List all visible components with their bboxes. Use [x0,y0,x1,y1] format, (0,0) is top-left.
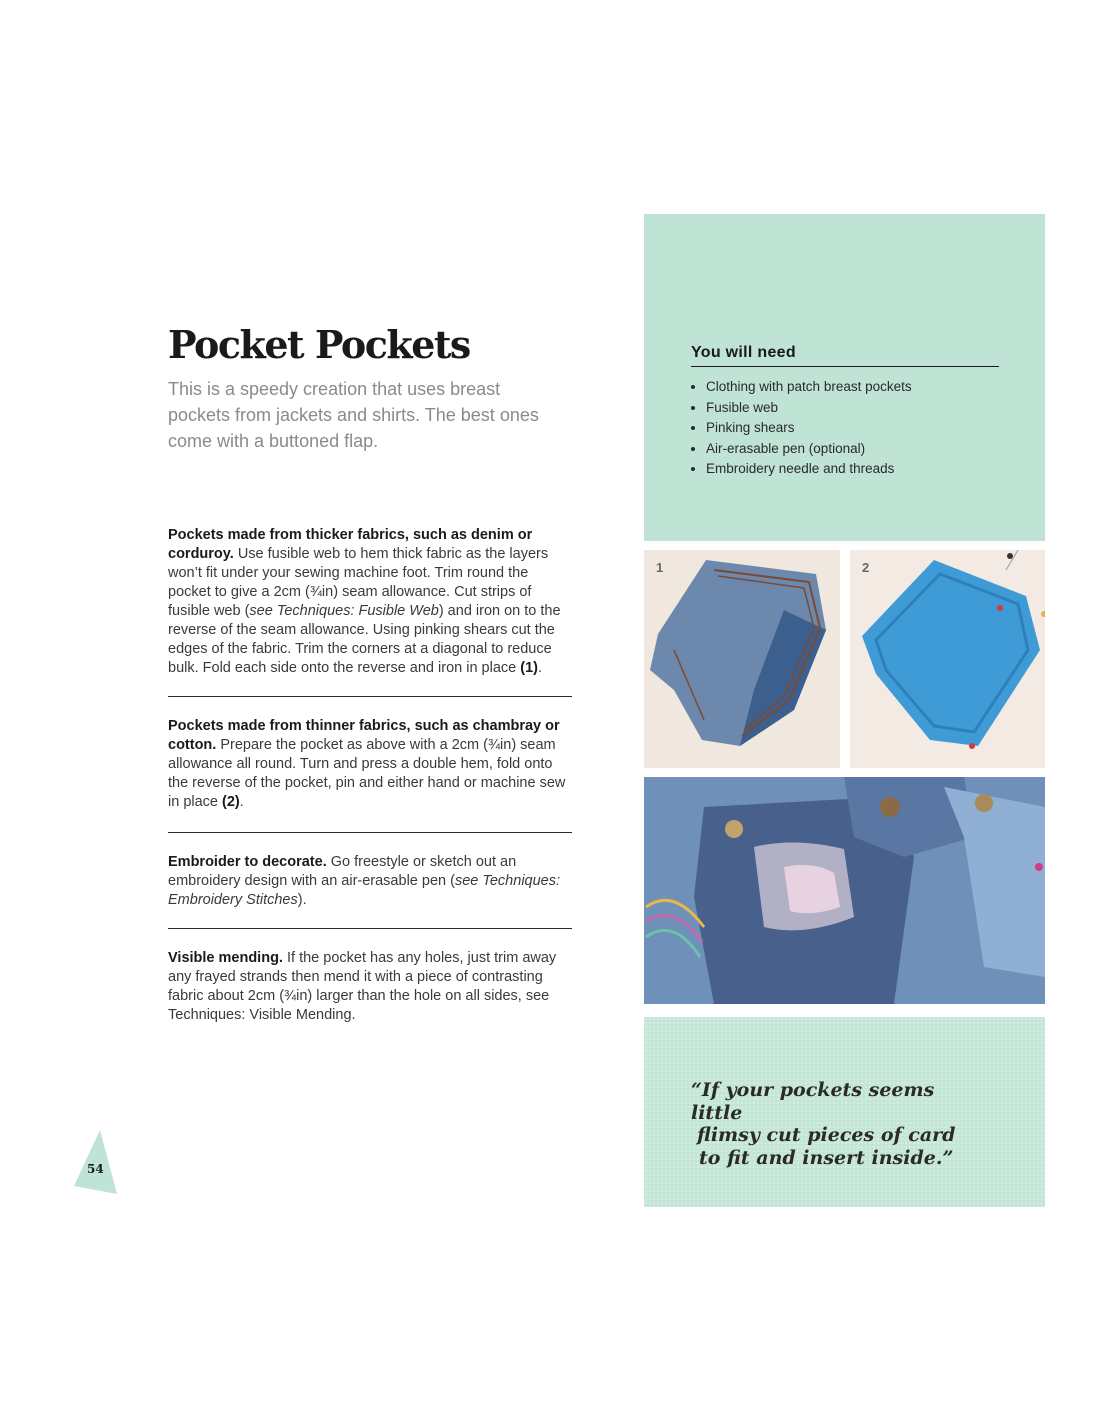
step-heading: Embroider to decorate. [168,854,327,870]
photo-number: 1 [656,560,664,575]
photo-embroidered-pocket [644,777,1045,1004]
page-title: Pocket Pockets [168,322,470,367]
chambray-pocket-illustration [850,550,1045,768]
page-number: 54 [87,1162,104,1176]
materials-item: • Air-erasable pen (optional) [706,439,912,460]
step-heading: Pockets made from thinner fabrics, such as chambray or cotton. [168,718,560,753]
materials-item: • Pinking shears [706,418,912,439]
materials-item: • Clothing with patch breast pockets [706,377,912,398]
embroidered-pocket-illustration [644,777,1045,1004]
step-heading: Visible mending. [168,950,283,966]
photo-chambray-pocket [850,550,1045,768]
technique-reference: see Techniques: Embroidery Stitches [168,873,561,908]
pull-quote [691,1079,991,1169]
quote-line: “If your pockets seems little [691,1079,935,1124]
step-text: If the pocket has any holes, just trim away any frayed strands then mend it with a piece of contrasting fabric about 2cm (¾in) larger than the hole on all sides, see Techniques: Visible Mending. [168,950,557,1023]
step-heading: Pockets made from thicker fabrics, such as denim or corduroy. [168,527,533,562]
instructions [168,526,572,1043]
step-thicker-fabrics [168,526,572,696]
figure-reference: (2) [222,794,240,810]
figure-reference: (1) [520,660,538,676]
quote-line: to fit and insert inside.” [699,1146,954,1169]
you-will-need-panel [644,214,1045,541]
quote-panel [644,1017,1045,1207]
intro-text: This is a speedy creation that uses breast pockets from jackets and shirts. The best ones come with a buttoned flap. [168,379,539,451]
materials-item: • Fusible web [706,398,912,419]
technique-reference: see Techniques: Fusible Web [249,603,439,619]
punctuation: ). [297,892,307,908]
step-text: Go freestyle or sketch out an embroidery design with an air-erasable pen ( [168,854,517,889]
step-text: ) and iron on to the reverse of the seam allowance. Using pinking shears cut the edges of the fabric. Trim the corners at a diagonal to reduce bulk. Fold each side onto the reverse and iron in place [168,603,561,676]
denim-pocket-illustration [644,550,840,768]
quote-line: flimsy cut pieces of card [697,1124,956,1146]
step-text: Use fusible web to hem thick fabric as the layers won’t fit under your sewing machine foot. Trim round the pocket to give a 2cm (¾in) seam allowance. Cut strips of fusible web ( [168,546,549,619]
you-will-need-title: You will need [691,344,999,367]
step-thinner-fabrics [168,696,572,832]
photo-denim-pocket [644,550,840,768]
page-number-marker [74,1130,118,1194]
punctuation: . [537,660,543,676]
materials-list [691,377,912,480]
step-text: Prepare the pocket as above with a 2cm (¾in) seam allowance all round. Turn and press a double hem, fold onto the reverse of the pocket, pin and either hand or machine sew in place [168,737,566,810]
materials-item: • Embroidery needle and threads [706,459,912,480]
step-visible-mending [168,928,572,1043]
punctuation: . [239,794,244,810]
step-embroider [168,832,572,928]
photo-number: 2 [862,560,870,575]
